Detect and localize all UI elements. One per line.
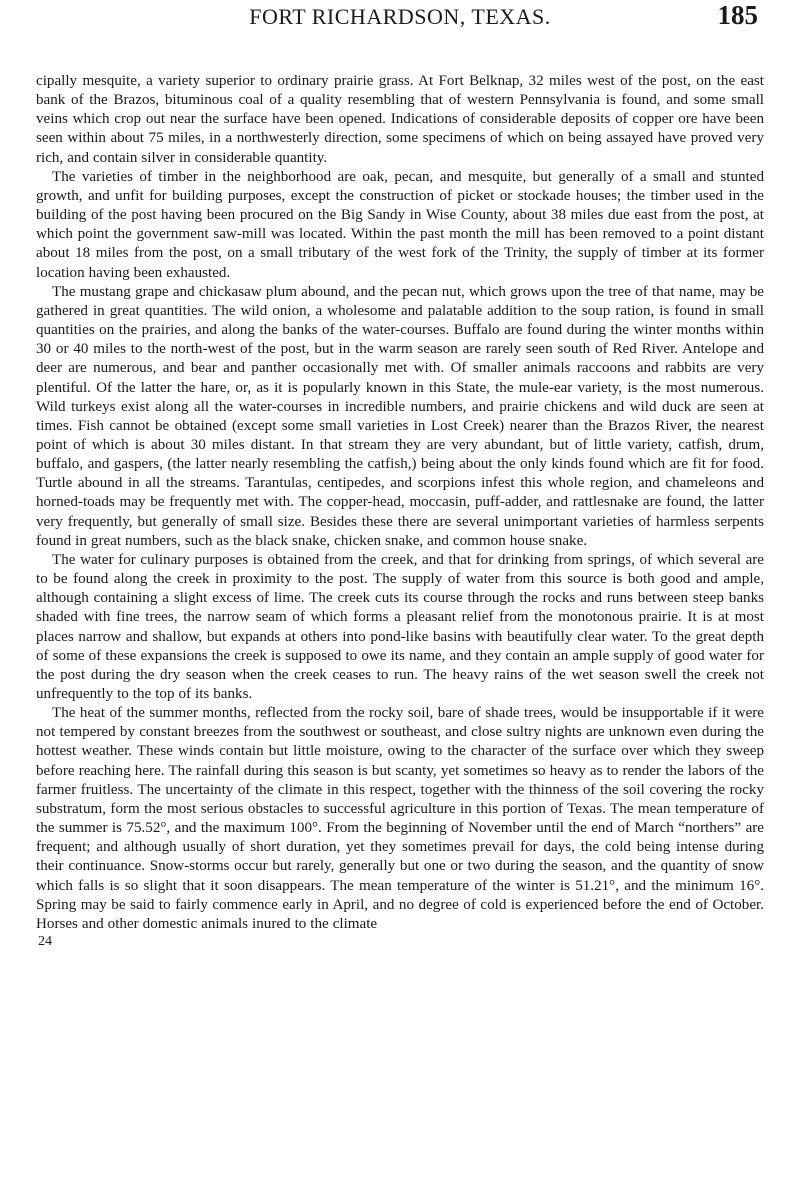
page-header	[36, 0, 764, 70]
paragraph-water: The water for culinary purposes is obtained from the creek, and that for drinking from springs, of which several are to be found along the creek in proximity to the post. The supply of water from this source is both good and ample, although containing a slight excess of lime. The creek cuts its course through the rocks and runs between steep banks shaded with fine trees, the narrow seam of which forms a pleasant relief from the monotonous prairie. It is at most places narrow and shallow, but expands at others into pond-like basins with beautifully clear water. To the great depth of some of these expansions the creek is supposed to owe its name, and they contain an ample supply of good water for the post during the dry season when the creek ceases to run. The heavy rains of the wet season swell the creek not unfrequently to the top of its banks.	[36, 551, 764, 702]
body-text	[36, 72, 764, 934]
paragraph-timber: The varieties of timber in the neighborhood are oak, pecan, and mesquite, but generally of a small and stunted growth, and unfit for building purposes, except the construction of picket or stockade houses; the timber used in the building of the post having been procured on the Big Sandy in Wise County, about 38 miles due east from the post, at which point the government saw-mill was located. Within the past month the mill has been removed to a point distant about 18 miles from the post, on a small tributary of the west fork of the Trinity, the supply of timber at its former location having been exhausted.	[36, 168, 764, 281]
paragraph-flora-fauna: The mustang grape and chickasaw plum abound, and the pecan nut, which grows upon the tree of that name, may be gathered in great quantities. The wild onion, a wholesome and palatable addition to the soup ration, is found in small quantities on the prairies, and along the banks of the water-courses. Buffalo are found during the winter months within 30 or 40 miles to the north-west of the post, but in the warm season are rarely seen south of Red River. Antelope and deer are numerous, and bear and panther occasionally met with. Of smaller animals raccoons and rabbits are very plentiful. Of the latter the hare, or, as it is popularly known in this State, the mule-ear variety, is the most numerous. Wild turkeys exist along all the water-courses in incredible numbers, and prairie chickens and wild duck are seen at times. Fish cannot be obtained (except some small varieties in Lost Creek) nearer than the Brazos River, the nearest point of which is about 30 miles distant. In that stream they are very abundant, but of little variety, catfish, drum, buffalo, and gaspers, (the latter nearly resembling the catfish,) being about the only kinds found which are fit for food. Turtle abound in all the streams. Tarantulas, centipedes, and scorpions infest this whole region, and chameleons and horned-toads may be frequently met with. The copper-head, moccasin, puff-adder, and rattlesnake are found, the latter very frequently, but generally of small size. Besides these there are several unimportant varieties of harmless serpents found in great numbers, such as the black snake, chicken snake, and common house snake.	[36, 283, 764, 549]
page-number: 185	[717, 0, 758, 30]
paragraph-geology: cipally mesquite, a variety superior to ordinary prairie grass. At Fort Belknap, 32 miles west of the post, on the east bank of the Brazos, bituminous coal of a quality resembling that of western Pennsylvania is found, and some small veins which crop out near the surface have been opened. Indications of considerable deposits of copper ore have been seen within about 75 miles, in a northwesterly direction, some specimens of which on being assayed have proved very rich, and contain silver in considerable quantity.	[36, 73, 764, 166]
signature-mark: 24	[38, 934, 52, 950]
paragraph-climate: The heat of the summer months, reflected from the rocky soil, bare of shade trees, would be insupportable if it were not tempered by constant breezes from the southwest or southeast, and close sultry nights are unknown even during the hottest weather. These winds contain but little moisture, owing to the character of the surface over which they sweep before reaching here. The rainfall during this season is but scanty, yet sometimes so heavy as to render the labors of the farmer fruitless. The uncertainty of the climate in this respect, together with the thinness of the soil covering the rocky substratum, form the most serious obstacles to successful agriculture in this portion of Texas. The mean temperature of the summer is 75.52°, and the maximum 100°. From the beginning of November until the end of March “northers” are frequent; and although usually of short duration, yet they sometimes prevail for days, the cold being intense during their continuance. Snow-storms occur but rarely, generally but one or two during the season, and the quantity of snow which falls is so slight that it soon disappears. The mean temperature of the winter is 51.21°, and the minimum 16°. Spring may be said to fairly commence early in April, and no degree of cold is experienced before the end of October. Horses and other domestic animals inured to the climate	[36, 705, 764, 932]
running-head: FORT RICHARDSON, TEXAS.	[249, 4, 551, 29]
